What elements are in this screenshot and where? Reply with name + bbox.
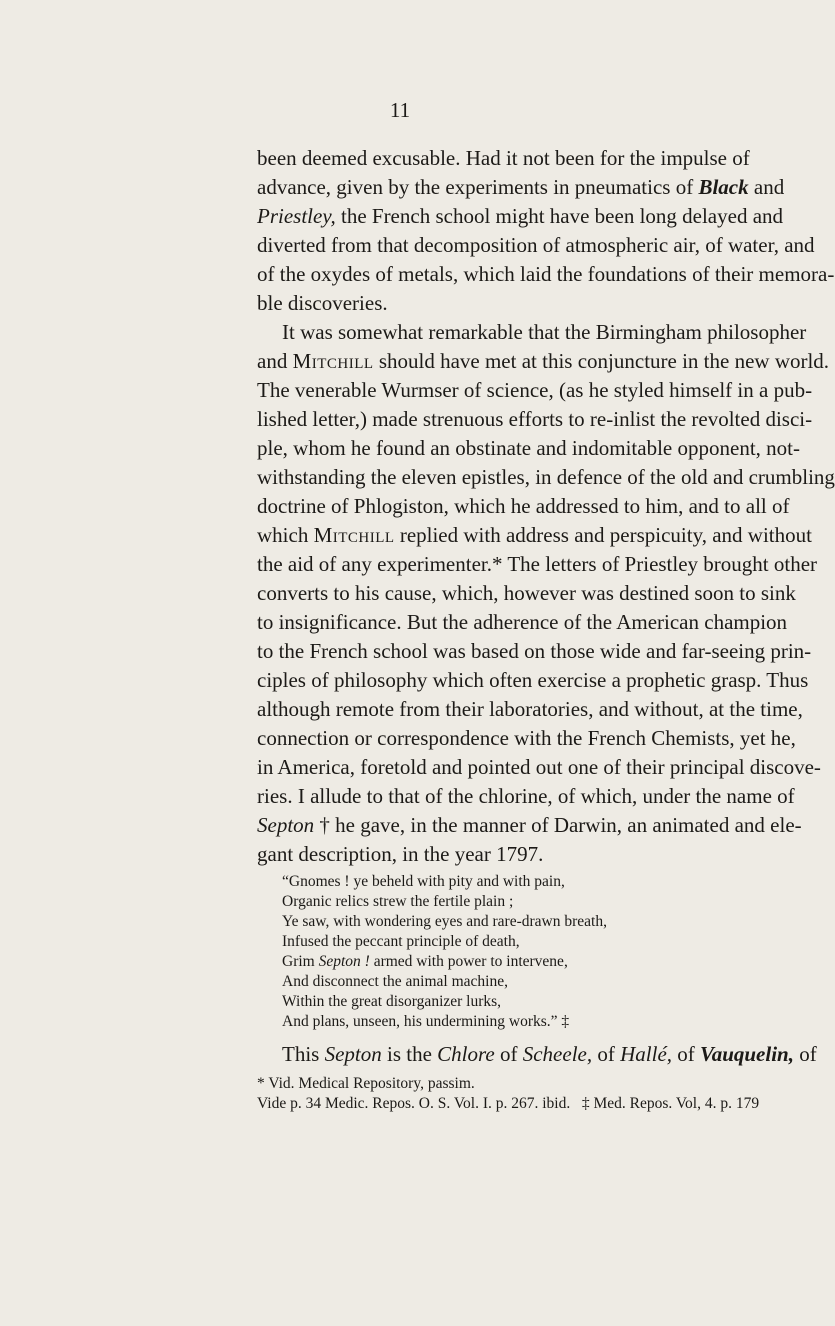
verse-line: “Gnomes ! ye beheld with pity and with pain, — [282, 873, 565, 890]
text-line: of the oxydes of metals, which laid the foundations of their memora- — [257, 262, 835, 286]
text-line: advance, given by the experiments in pneumatics of Black and — [257, 175, 785, 199]
text-line: diverted from that decomposition of atmospheric air, of water, and — [257, 233, 815, 257]
text-line: withstanding the eleven epistles, in defence of the old and crumbling — [257, 465, 835, 489]
page-number: 11 — [389, 98, 411, 122]
text-line: ble discoveries. — [257, 291, 388, 315]
verse-line: Within the great disorganizer lurks, — [282, 993, 502, 1010]
text-line: to the French school was based on those wide and far-seeing prin- — [257, 639, 812, 663]
text-line: which Mitchill replied with address and perspicuity, and without — [257, 523, 812, 547]
text-line: been deemed excusable. Had it not been for the impulse of — [257, 146, 750, 170]
name-septon: Septon — [257, 813, 315, 837]
footnote: Vide p. 34 Medic. Repos. O. S. Vol. I. p. 267. ibid. ‡ Med. Repos. Vol, 4. p. 179 — [257, 1095, 760, 1112]
verse-line: Grim Septon ! armed with power to intervene, — [282, 953, 568, 970]
verse-line: Infused the peccant principle of death, — [282, 933, 520, 950]
text-line: The venerable Wurmser of science, (as he styled himself in a pub- — [257, 378, 813, 402]
text-line: Septon † he gave, in the manner of Darwin, an animated and ele- — [257, 813, 802, 837]
text-line: doctrine of Phlogiston, which he addressed to him, and to all of — [257, 494, 790, 518]
text-line: It was somewhat remarkable that the Birmingham philosopher — [282, 320, 807, 344]
text-line: lished letter,) made strenuous efforts to re-inlist the revolted disci- — [257, 407, 813, 431]
text-line: converts to his cause, which, however was destined soon to sink — [257, 581, 796, 605]
paragraph-3: This Septon is the Chlore of Scheele, of Hallé, of Vauquelin, of — [282, 1042, 817, 1066]
verse-line: And disconnect the animal machine, — [282, 973, 508, 990]
name-black: Black — [698, 175, 749, 199]
text-line: ciples of philosophy which often exercise a prophetic grasp. Thus — [257, 668, 809, 692]
verse-line: Ye saw, with wondering eyes and rare-drawn breath, — [282, 913, 607, 930]
text-line: Priestley, the French school might have been long delayed and — [257, 204, 784, 228]
text-line: ries. I allude to that of the chlorine, of which, under the name of — [257, 784, 795, 808]
text-line: gant description, in the year 1797. — [257, 842, 544, 866]
text-line: although remote from their laboratories, and without, at the time, — [257, 697, 803, 721]
name-mitchill: Mitchill — [313, 523, 395, 547]
text-line: in America, foretold and pointed out one of their principal discove- — [257, 755, 821, 779]
text-line: to insignificance. But the adherence of the American champion — [257, 610, 788, 634]
text-line: the aid of any experimenter.* The letters of Priestley brought other — [257, 552, 818, 576]
text-line: and Mitchill should have met at this conjuncture in the new world. — [257, 349, 830, 373]
footnote: * Vid. Medical Repository, passim. — [257, 1075, 475, 1092]
verse-line: And plans, unseen, his undermining works.” ‡ — [282, 1013, 570, 1030]
name-mitchill: Mitchill — [292, 349, 374, 373]
text-line: ple, whom he found an obstinate and indomitable opponent, not- — [257, 436, 800, 460]
verse-line: Organic relics strew the fertile plain ; — [282, 893, 514, 910]
name-priestley: Priestley, — [257, 204, 336, 228]
text-line: connection or correspondence with the French Chemists, yet he, — [257, 726, 796, 750]
